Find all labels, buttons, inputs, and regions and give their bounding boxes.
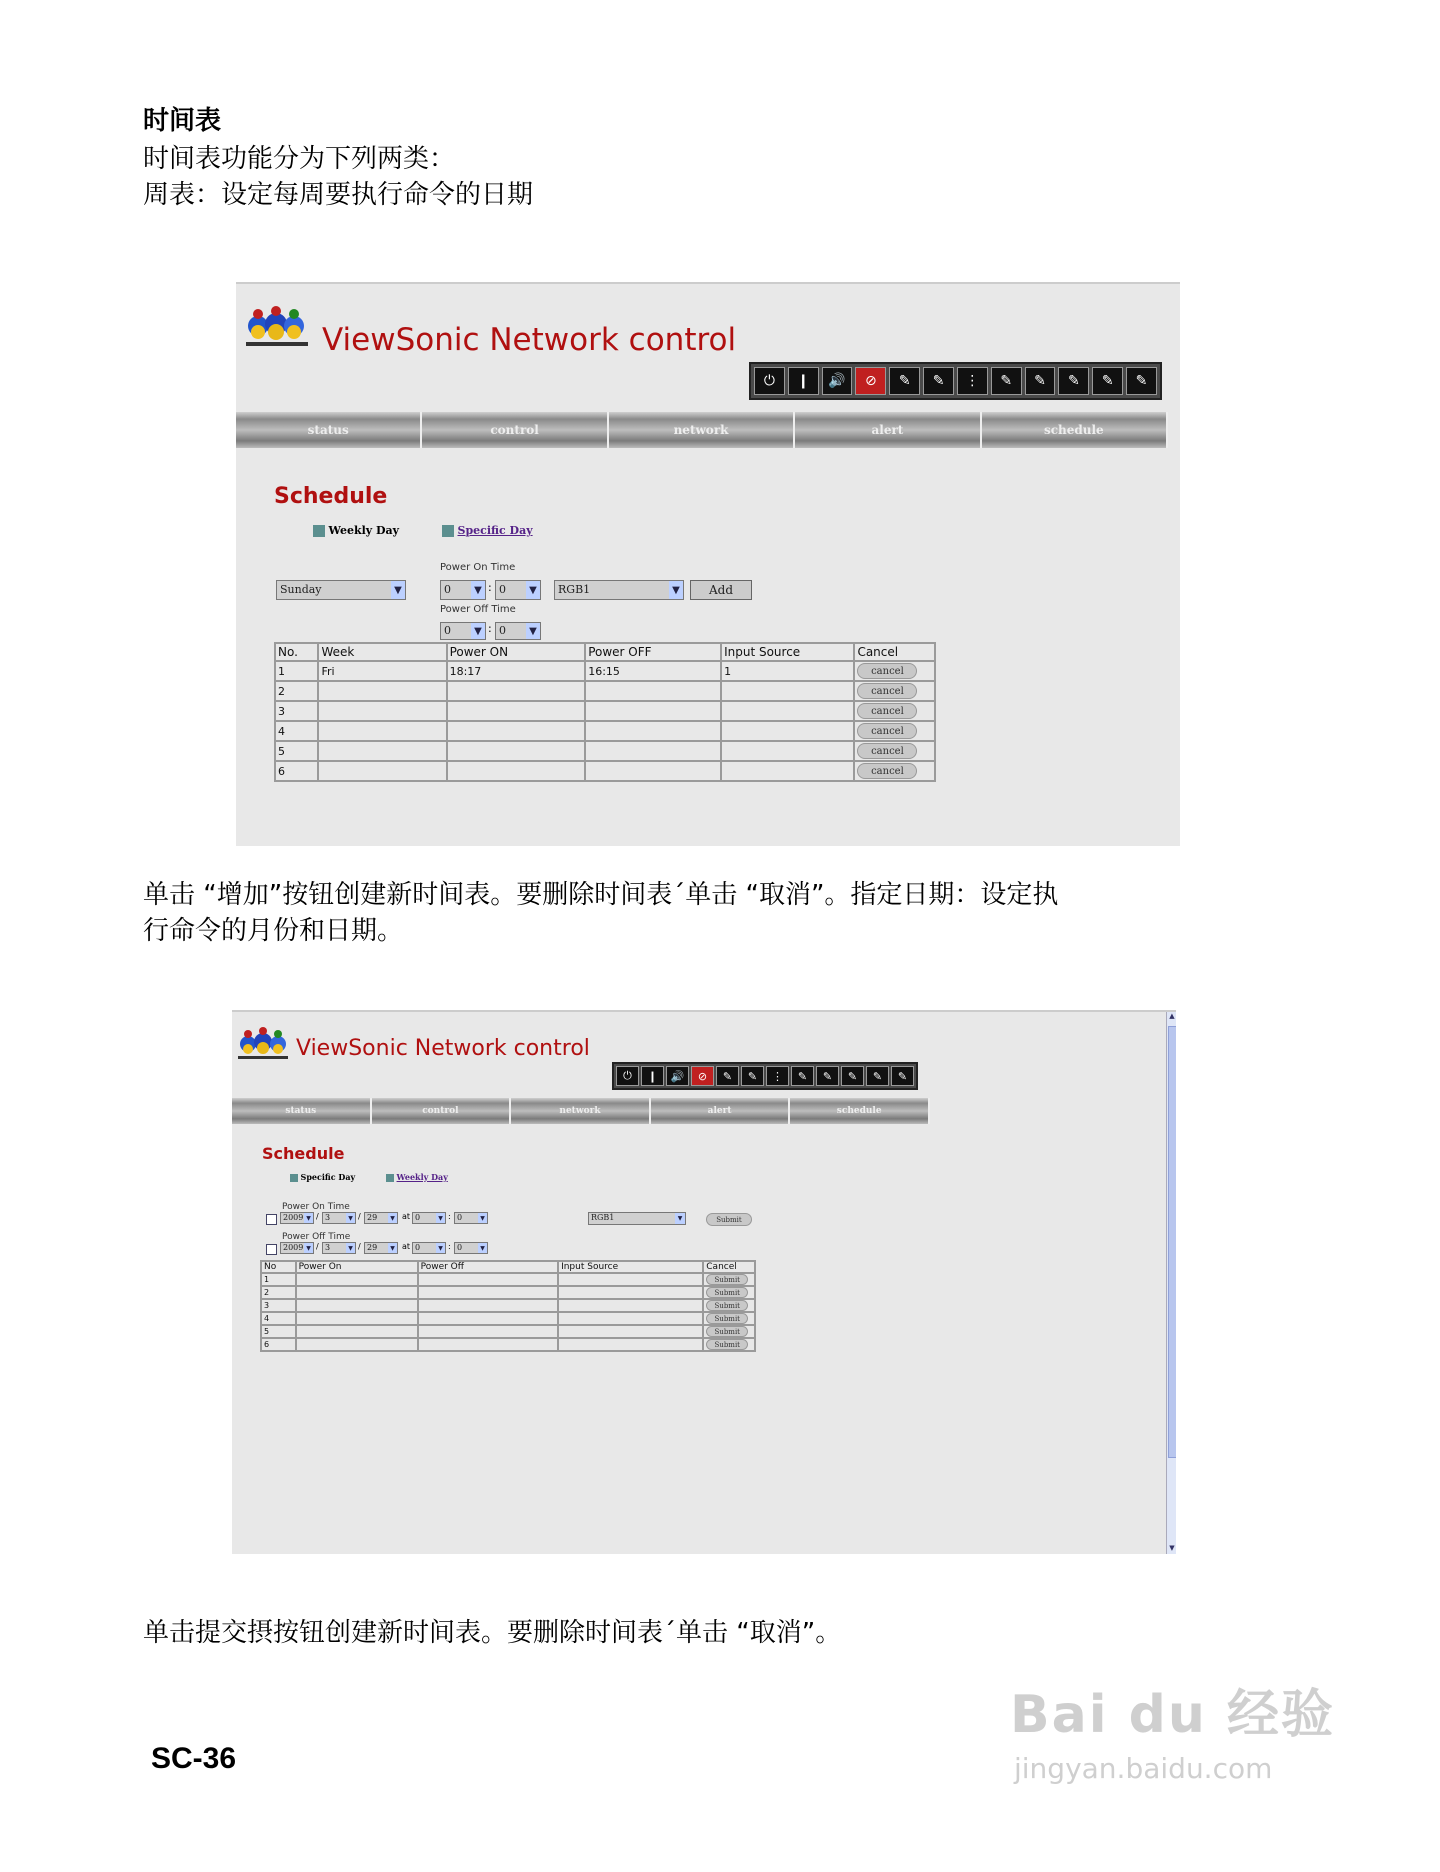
cell-power-off (418, 1325, 558, 1338)
command-toolbar (749, 362, 1162, 400)
cell-power-on (296, 1338, 418, 1351)
weekly-radio-icon (386, 1174, 394, 1182)
table-row (275, 661, 935, 681)
cell-no: 3 (275, 701, 318, 721)
col-header-input-source: Input Source (558, 1261, 703, 1273)
date-separator: / (316, 1242, 319, 1251)
cell-cancel (854, 701, 935, 721)
specific-schedule-table (260, 1260, 756, 1352)
cell-week: Fri (318, 661, 446, 681)
submit-button[interactable]: Submit (706, 1213, 752, 1226)
input2-icon[interactable]: ✎ (741, 1066, 764, 1086)
cell-power-on (447, 681, 586, 701)
at-label: at (402, 1212, 411, 1221)
chevron-down-icon: ▼ (436, 1243, 445, 1253)
col-header-power-on: Power On (296, 1261, 418, 1273)
on-minute-select[interactable]: 0 ▼ (495, 580, 541, 600)
table-row (261, 1299, 755, 1312)
chevron-down-icon: ▼ (478, 1213, 487, 1223)
cell-input-source (721, 741, 854, 761)
day-select[interactable]: Sunday ▼ (276, 580, 406, 600)
svideo-icon[interactable]: ✎ (1025, 367, 1056, 395)
cell-power-off (585, 701, 721, 721)
col-header-power-off: Power OFF (585, 643, 721, 661)
at-label: at (402, 1242, 411, 1251)
doc-para-3: 单击提交摂按钮创建新时间表。要删除时间表ˊ单击 “取消”。 (143, 1618, 842, 1648)
doc-para-2-line-1: 单击 “增加”按钮创建新时间表。要删除时间表ˊ单击 “取消”。指定日期：设定执 (143, 880, 1059, 910)
off-hour-select[interactable]: 0 ▼ (440, 622, 486, 640)
cell-week (318, 741, 446, 761)
power-icon[interactable]: ⏻ (754, 367, 785, 395)
chevron-down-icon: ▼ (304, 1213, 313, 1223)
dvi-icon[interactable]: ✎ (866, 1066, 889, 1086)
power-off-checkbox[interactable] (266, 1244, 277, 1255)
cell-power-on (296, 1325, 418, 1338)
cell-input-source (721, 701, 854, 721)
cell-power-off (585, 761, 721, 781)
submit-row-button[interactable]: Submit (706, 1326, 748, 1337)
tab-specific-day[interactable]: Specific Day (442, 524, 533, 537)
input2-icon[interactable]: ✎ (923, 367, 954, 395)
cell-no: 3 (261, 1299, 296, 1312)
cell-input-source (558, 1312, 703, 1325)
cell-week (318, 761, 446, 781)
svideo-icon[interactable]: ✎ (816, 1066, 839, 1086)
cell-cancel (703, 1273, 755, 1286)
table-row (261, 1312, 755, 1325)
cell-cancel (703, 1286, 755, 1299)
time-separator: : (448, 1242, 451, 1251)
table-row (261, 1273, 755, 1286)
schedule-title: Schedule (274, 484, 388, 509)
tab-weekly-day[interactable]: Weekly Day (386, 1172, 448, 1182)
off-minute-select[interactable]: 0 ▼ (495, 622, 541, 640)
brand-title: ViewSonic Network control (296, 1036, 590, 1061)
power-off-label: Power Off Time (282, 1232, 351, 1242)
chevron-down-icon: ▼ (526, 623, 540, 639)
brand-title: ViewSonic Network control (322, 322, 737, 358)
doc-line-1: 时间表功能分为下列两类： (143, 144, 456, 174)
table-row (275, 761, 935, 781)
chevron-down-icon: ▼ (346, 1243, 355, 1253)
cell-power-off: 16:15 (585, 661, 721, 681)
off-hour-select[interactable]: 0 ▼ (412, 1242, 446, 1254)
cell-power-on (447, 761, 586, 781)
table-row (275, 741, 935, 761)
cell-input-source (558, 1273, 703, 1286)
weekly-radio-icon (313, 525, 325, 537)
cell-no: 2 (261, 1286, 296, 1299)
cell-week (318, 721, 446, 741)
cell-power-on (447, 721, 586, 741)
date-separator: / (358, 1212, 361, 1221)
cancel-button[interactable]: cancel (857, 663, 917, 679)
cell-power-off (585, 721, 721, 741)
standby-icon[interactable]: ❙ (788, 367, 819, 395)
table-row (261, 1325, 755, 1338)
schedule-title: Schedule (262, 1144, 345, 1163)
cell-input-source: 1 (721, 661, 854, 681)
hdmi-icon[interactable]: ✎ (841, 1066, 864, 1086)
nav-tab-alert[interactable]: alert (795, 412, 981, 448)
col-header-cancel: Cancel (703, 1261, 755, 1273)
table-row (261, 1286, 755, 1299)
usb-icon[interactable]: ✎ (891, 1066, 914, 1086)
cell-input-source (558, 1299, 703, 1312)
submit-row-button[interactable]: Submit (706, 1287, 748, 1298)
cell-input-source (721, 681, 854, 701)
chevron-down-icon: ▼ (526, 581, 540, 599)
command-toolbar (612, 1062, 918, 1090)
table-row (275, 681, 935, 701)
off-month-select[interactable]: 3 ▼ (322, 1242, 356, 1254)
cell-power-on (296, 1299, 418, 1312)
chevron-down-icon: ▼ (388, 1243, 397, 1253)
cancel-button[interactable]: cancel (857, 683, 917, 699)
chevron-down-icon: ▼ (304, 1243, 313, 1253)
tab-specific-day[interactable]: Specific Day (290, 1172, 355, 1182)
cell-cancel (703, 1299, 755, 1312)
power-on-checkbox[interactable] (266, 1214, 277, 1225)
cancel-button[interactable]: cancel (857, 743, 917, 759)
on-hour-select[interactable]: 0 ▼ (440, 580, 486, 600)
cell-cancel (854, 741, 935, 761)
av-icon[interactable]: ✎ (991, 367, 1022, 395)
nav-tab-schedule[interactable]: schedule (982, 412, 1168, 448)
doc-line-2: 周表：设定每周要执行命令的日期 (143, 180, 534, 210)
col-header-power-on: Power ON (447, 643, 586, 661)
cell-cancel (703, 1338, 755, 1351)
standby-icon[interactable]: ❙ (641, 1066, 664, 1086)
specific-radio-icon (290, 1174, 298, 1182)
col-header-no: No. (275, 643, 318, 661)
viewsonic-birds-logo-icon (244, 302, 310, 354)
cell-no: 6 (261, 1338, 296, 1351)
cell-no: 5 (275, 741, 318, 761)
col-header-cancel: Cancel (854, 643, 935, 661)
cell-power-on (296, 1312, 418, 1325)
mute-icon[interactable]: ⊘ (691, 1066, 714, 1086)
scroll-down-arrow-icon[interactable]: ▼ (1169, 1544, 1175, 1552)
specific-radio-icon (442, 525, 454, 537)
on-day-select[interactable]: 29 ▼ (364, 1212, 398, 1224)
date-separator: / (358, 1242, 361, 1251)
cell-no: 5 (261, 1325, 296, 1338)
nav-tab-schedule[interactable]: schedule (790, 1098, 930, 1124)
main-nav (232, 1098, 930, 1124)
cell-power-off (418, 1286, 558, 1299)
weekly-schedule-table (274, 642, 936, 782)
cell-input-source (558, 1286, 703, 1299)
cell-week (318, 701, 446, 721)
component-icon[interactable]: ⋮ (957, 367, 988, 395)
cell-power-off (585, 741, 721, 761)
nav-tab-alert[interactable]: alert (651, 1098, 791, 1124)
cell-cancel (854, 761, 935, 781)
input1-icon[interactable]: ✎ (889, 367, 920, 395)
cell-cancel (854, 681, 935, 701)
nav-tab-status[interactable]: status (236, 412, 422, 448)
chevron-down-icon: ▼ (471, 581, 485, 599)
chevron-down-icon: ▼ (471, 623, 485, 639)
nav-tab-network[interactable]: network (511, 1098, 651, 1124)
table-row (275, 701, 935, 721)
cancel-button[interactable]: cancel (857, 763, 917, 779)
viewsonic-birds-logo-icon (236, 1024, 290, 1064)
cell-power-on: 18:17 (447, 661, 586, 681)
time-separator: : (448, 1212, 451, 1221)
submit-row-button[interactable]: Submit (706, 1300, 748, 1311)
cell-cancel (703, 1312, 755, 1325)
table-header-row (261, 1261, 755, 1273)
dvi-icon[interactable]: ✎ (1092, 367, 1123, 395)
tab-weekly-day[interactable]: Weekly Day (313, 524, 399, 537)
date-separator: / (316, 1212, 319, 1221)
power-on-label: Power On Time (282, 1202, 350, 1212)
on-hour-select[interactable]: 0 ▼ (412, 1212, 446, 1224)
on-year-select[interactable]: 2009 ▼ (280, 1212, 314, 1224)
cancel-button[interactable]: cancel (857, 723, 917, 739)
cell-power-off (418, 1299, 558, 1312)
chevron-down-icon: ▼ (436, 1213, 445, 1223)
volume-icon[interactable]: 🔊 (666, 1066, 689, 1086)
cell-no: 4 (275, 721, 318, 741)
doc-heading: 时间表 (143, 106, 222, 136)
cell-input-source (558, 1338, 703, 1351)
cell-input-source (721, 761, 854, 781)
submit-row-button[interactable]: Submit (706, 1313, 748, 1324)
scroll-up-arrow-icon[interactable]: ▲ (1169, 1012, 1175, 1020)
submit-row-button[interactable]: Submit (706, 1274, 748, 1285)
cell-input-source (721, 721, 854, 741)
cell-power-on (296, 1273, 418, 1286)
av-icon[interactable]: ✎ (791, 1066, 814, 1086)
off-year-select[interactable]: 2009 ▼ (280, 1242, 314, 1254)
cell-no: 6 (275, 761, 318, 781)
cell-no: 1 (261, 1273, 296, 1286)
power-off-label: Power Off Time (440, 604, 516, 615)
off-minute-select[interactable]: 0 ▼ (454, 1242, 488, 1254)
cell-power-on (447, 741, 586, 761)
time-separator: : (488, 622, 492, 635)
main-nav (236, 412, 1168, 448)
baidu-watermark-url: jingyan.baidu.com (1014, 1752, 1273, 1785)
table-row (261, 1338, 755, 1351)
cell-cancel (703, 1325, 755, 1338)
col-header-power-off: Power Off (418, 1261, 558, 1273)
cell-cancel (854, 661, 935, 681)
page-number: SC-36 (151, 1742, 237, 1775)
on-minute-select[interactable]: 0 ▼ (454, 1212, 488, 1224)
table-header-row (275, 643, 935, 661)
col-header-no: No (261, 1261, 296, 1273)
input-source-select[interactable]: RGB1 ▼ (588, 1212, 686, 1225)
cell-no: 1 (275, 661, 318, 681)
volume-icon[interactable]: 🔊 (822, 367, 853, 395)
chevron-down-icon: ▼ (391, 581, 405, 599)
chevron-down-icon: ▼ (346, 1213, 355, 1223)
screenshot-specific-schedule (232, 1010, 1176, 1554)
cell-power-off (418, 1273, 558, 1286)
scroll-thumb[interactable] (1168, 1026, 1176, 1458)
col-header-week: Week (318, 643, 446, 661)
screenshot-weekly-schedule (236, 282, 1180, 846)
cell-power-off (418, 1338, 558, 1351)
component-icon[interactable]: ⋮ (766, 1066, 789, 1086)
cancel-button[interactable]: cancel (857, 703, 917, 719)
cell-cancel (854, 721, 935, 741)
cell-power-off (585, 681, 721, 701)
cell-power-on (447, 701, 586, 721)
nav-tab-control[interactable]: control (422, 412, 608, 448)
baidu-watermark-logo: Bai du 经验 (1010, 1685, 1335, 1745)
chevron-down-icon: ▼ (675, 1213, 685, 1224)
add-button[interactable]: Add (690, 580, 752, 600)
table-row (275, 721, 935, 741)
time-separator: : (488, 581, 492, 594)
chevron-down-icon: ▼ (669, 581, 683, 599)
cell-no: 4 (261, 1312, 296, 1325)
hdmi-icon[interactable]: ✎ (1058, 367, 1089, 395)
doc-para-2-line-2: 行命令的月份和日期。 (143, 916, 404, 946)
mute-icon[interactable]: ⊘ (855, 367, 886, 395)
cell-input-source (558, 1325, 703, 1338)
input1-icon[interactable]: ✎ (716, 1066, 739, 1086)
cell-power-on (296, 1286, 418, 1299)
nav-tab-control[interactable]: control (372, 1098, 512, 1124)
submit-row-button[interactable]: Submit (706, 1339, 748, 1350)
off-day-select[interactable]: 29 ▼ (364, 1242, 398, 1254)
nav-tab-status[interactable]: status (232, 1098, 372, 1124)
col-header-input-source: Input Source (721, 643, 854, 661)
usb-icon[interactable]: ✎ (1126, 367, 1157, 395)
cell-no: 2 (275, 681, 318, 701)
chevron-down-icon: ▼ (478, 1243, 487, 1253)
nav-tab-network[interactable]: network (609, 412, 795, 448)
input-source-select[interactable]: RGB1 ▼ (554, 580, 684, 600)
power-icon[interactable]: ⏻ (616, 1066, 639, 1086)
cell-power-off (418, 1312, 558, 1325)
power-on-label: Power On Time (440, 562, 516, 573)
on-month-select[interactable]: 3 ▼ (322, 1212, 356, 1224)
chevron-down-icon: ▼ (388, 1213, 397, 1223)
cell-week (318, 681, 446, 701)
vertical-scrollbar[interactable] (1166, 1012, 1176, 1554)
